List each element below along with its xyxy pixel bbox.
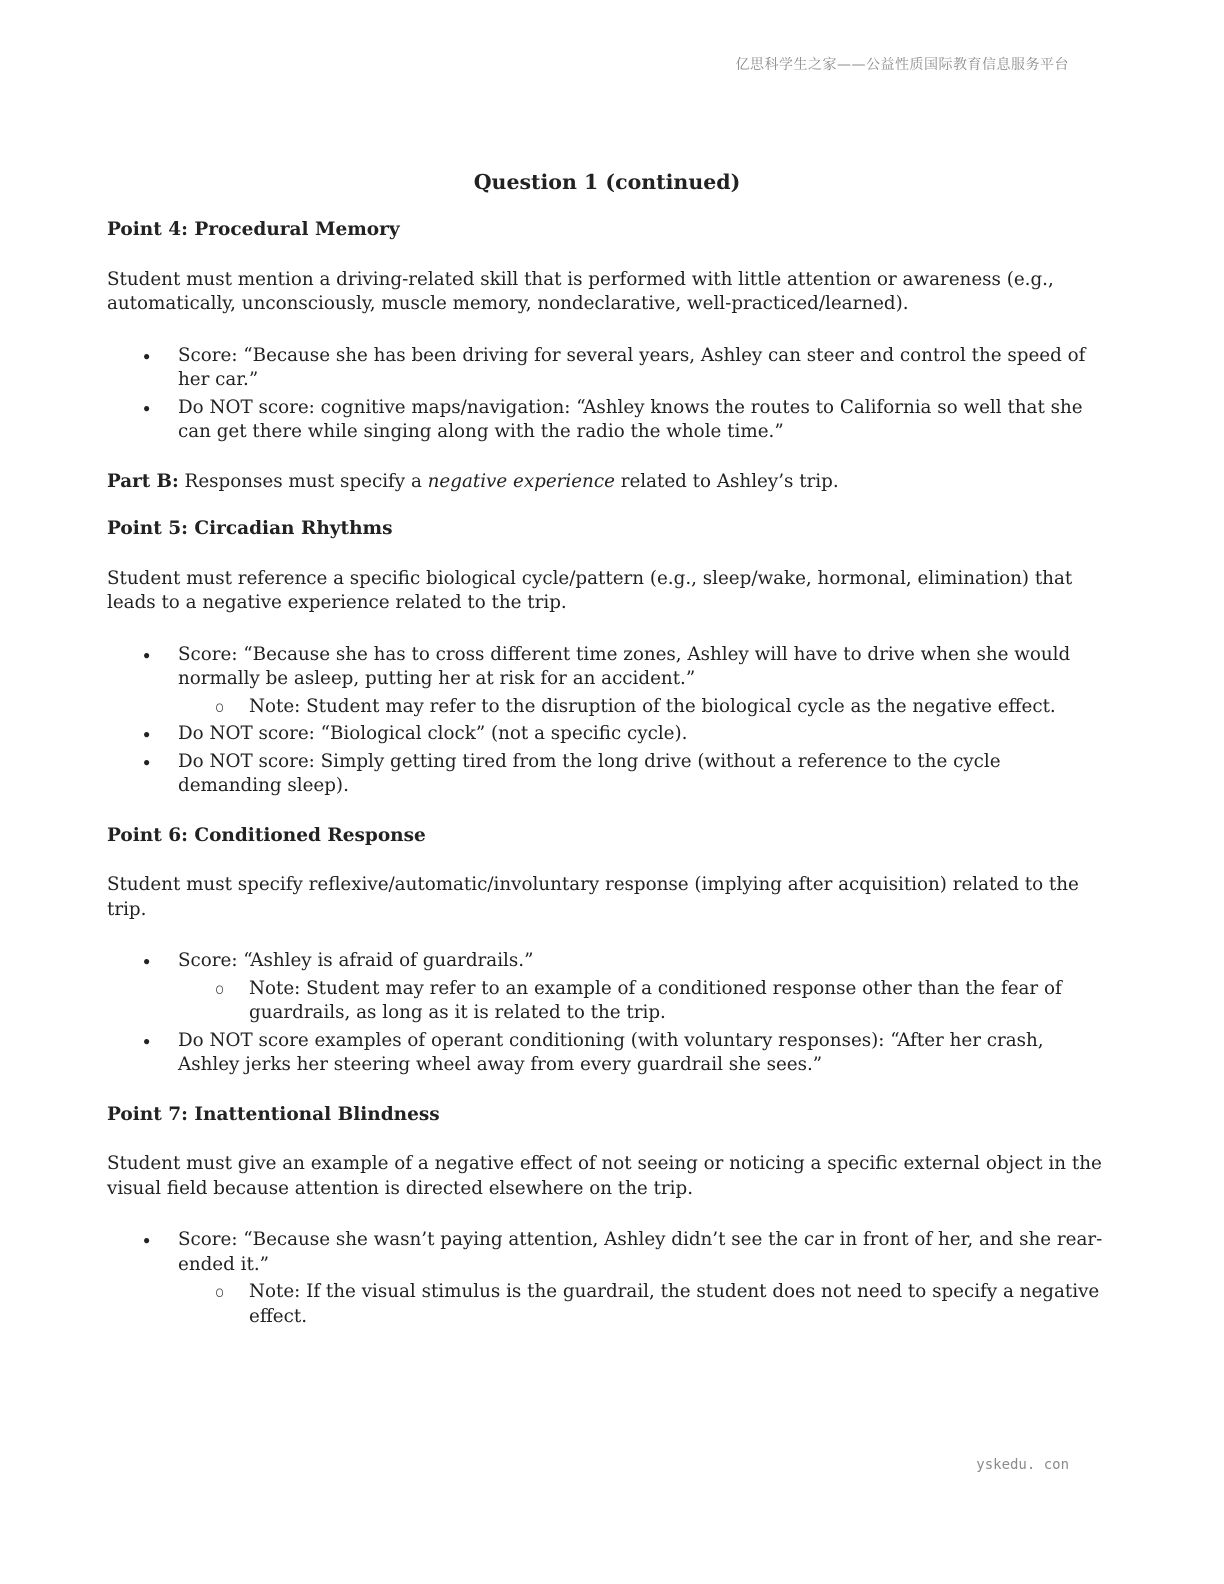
footer-watermark: yskedu. con	[976, 1457, 1069, 1473]
point7-bullet-list	[107, 1228, 1107, 1329]
part-b-label: Part B:	[107, 470, 179, 492]
point5-note: o Note: Student may refer to the disruption of the biological cycle as the negative effect.	[107, 695, 1107, 720]
point7-description: Student must give an example of a negative effect of not seeing or noticing a specific external object in the visual field because attention is directed elsewhere on the trip.	[107, 1153, 1102, 1199]
point4-bullet-list	[107, 344, 1107, 445]
point6-score-bullet: ● Score: “Ashley is afraid of guardrails.”	[107, 949, 1107, 974]
part-b-statement	[107, 470, 1107, 495]
part-b-text-before: Responses must specify a	[178, 470, 428, 492]
point6-description: Student must specify reflexive/automatic/involuntary response (implying after acquisition) related to the trip.	[107, 874, 1079, 920]
point6-heading: Point 6: Conditioned Response	[107, 824, 426, 846]
point6-do-not-score-bullet: ● Do NOT score examples of operant conditioning (with voluntary responses): “After her crash, Ashley jerks her steering wheel away from every guardrail she sees.”	[107, 1029, 1107, 1078]
header-watermark: 亿思科学生之家——公益性质国际教育信息服务平台	[735, 57, 1069, 73]
point6-bullet-list	[107, 949, 1107, 1078]
point5-bullet-list	[107, 643, 1107, 799]
point7-heading: Point 7: Inattentional Blindness	[107, 1103, 440, 1125]
point5-score-bullet: ● Score: “Because she has to cross different time zones, Ashley will have to drive when she would normally be asleep, putting her at risk for an accident.”	[107, 643, 1107, 692]
point7-note: o Note: If the visual stimulus is the guardrail, the student does not need to specify a negative effect.	[107, 1280, 1107, 1329]
point5-heading: Point 5: Circadian Rhythms	[107, 518, 393, 539]
point4-description: Student must mention a driving-related skill that is performed with little attention or awareness (e.g., automatically, unconsciously, muscle memory, nondeclarative, well-practiced/learned).	[107, 268, 1054, 314]
point4-heading: Point 4: Procedural Memory	[107, 219, 400, 240]
point4-score-bullet: ● Score: “Because she has been driving for several years, Ashley can steer and control the speed of her car.”	[107, 344, 1107, 393]
point7-score-bullet: ● Score: “Because she wasn’t paying attention, Ashley didn’t see the car in front of her, and she rear-ended it.”	[107, 1228, 1107, 1277]
part-b-text-after: related to Ashley’s trip.	[614, 470, 839, 492]
page-title: Question 1 (continued)	[473, 170, 741, 194]
part-b-emphasis: negative experience	[427, 470, 615, 492]
point5-do-not-score-tired: ● Do NOT score: Simply getting tired from the long drive (without a reference to the cycle demanding sleep).	[107, 750, 1107, 799]
point6-note: o Note: Student may refer to an example of a conditioned response other than the fear of guardrails, as long as it is related to the trip.	[107, 977, 1107, 1026]
point4-do-not-score-bullet: ● Do NOT score: cognitive maps/navigation: “Ashley knows the routes to California so well that she can get there while singing along with the radio the whole time.”	[107, 396, 1107, 445]
point5-description: Student must reference a specific biological cycle/pattern (e.g., sleep/wake, hormonal, elimination) that leads to a negative experience related to the trip.	[107, 567, 1073, 613]
point5-do-not-score-clock: ● Do NOT score: “Biological clock” (not a specific cycle).	[107, 722, 1107, 747]
document-body	[107, 168, 1107, 1354]
